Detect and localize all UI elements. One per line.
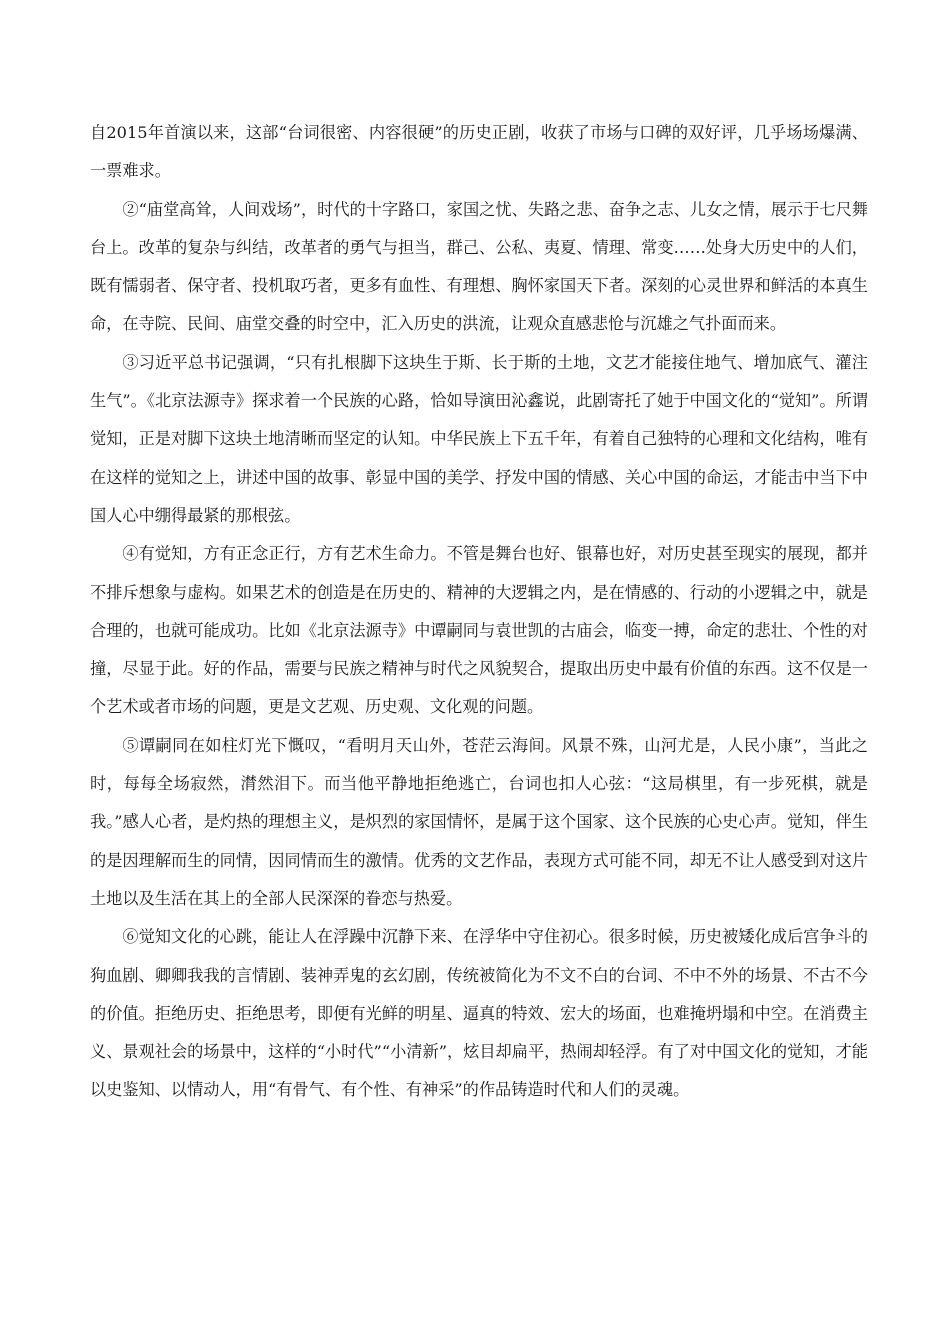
paragraph-6: ⑥觉知文化的心跳，能让人在浮躁中沉静下来、在浮华中守住初心。很多时候，历史被矮化成后宫争斗的狗血剧、卿卿我我的言情剧、装神弄鬼的玄幻剧，传统被简化为不文不白的台词、不中不外的场景、不古不今的价值。拒绝历史、拒绝思考，即便有光鲜的明星、逼真的特效、宏大的场面，也难掩坍塌和中空。在消费主义、景观社会的场景中，这样的“小时代”“小清新”，炫目却扁平，热闹却轻浮。有了对中国文化的觉知，才能以史鉴知、以情动人，用“有骨气、有个性、有神采”的作品铸造时代和人们的灵魂。 <box>90 927 868 1100</box>
paragraph-continuation: 自2015年首演以来，这部“台词很密、内容很硬”的历史正剧，收获了市场与口碑的双好评，几乎场场爆满、一票难求。 <box>90 123 868 181</box>
paragraph-4: ④有觉知，方有正念正行，方有艺术生命力。不管是舞台也好、银幕也好，对历史甚至现实的展现，都并不排斥想象与虚构。如果艺术的创造是在历史的、精神的大逻辑之内，是在情感的、行动的小逻辑之中，就是合理的，也就可能成功。比如《北京法源寺》中谭嗣同与袁世凯的古庙会，临变一搏，命定的悲壮、个性的对撞，尽显于此。好的作品，需要与民族之精神与时代之风貌契合，提取出历史中最有价值的东西。这不仅是一个艺术或者市场的问题，更是文艺观、历史观、文化观的问题。 <box>90 544 868 717</box>
paragraph-5: ⑤谭嗣同在如柱灯光下慨叹，“看明月天山外，苍茫云海间。风景不殊，山河尤是，人民小康”，当此之时，每每全场寂然，潸然泪下。而当他平静地拒绝逃亡，台词也扣人心弦：“这局棋里，有一步死棋，就是我。”感人心者，是灼热的理想主义，是炽烈的家国情怀，是属于这个国家、这个民族的心史心声。觉知，伴生的是因理解而生的同情，因同情而生的激情。优秀的文艺作品，表现方式可能不同，却无不让人感受到对这片土地以及生活在其上的全部人民深深的眷恋与热爱。 <box>90 735 869 908</box>
paragraph-3: ③习近平总书记强调，“只有扎根脚下这块生于斯、长于斯的土地，文艺才能接住地气、增加底气、灌注生气”。《北京法源寺》探求着一个民族的心路，恰如导演田沁鑫说，此剧寄托了她于中国文化的“觉知”。所谓觉知，正是对脚下这块土地清晰而坚定的认知。中华民族上下五千年，有着自己独特的心理和文化结构，唯有在这样的觉知之上，讲述中国的故事、彰显中国的美学、抒发中国的情感、关心中国的命运，才能击中当下中国人心中绷得最紧的那根弦。 <box>90 352 868 525</box>
paragraph-2: ②“庙堂高耸，人间戏场”，时代的十字路口，家国之忧、失路之悲、奋争之志、儿女之情，展示于七尺舞台上。改革的复杂与纠结，改革者的勇气与担当，群己、公私、夷夏、情理、常变……处身大历史中的人们，既有懦弱者、保守者、投机取巧者，更多有血性、有理想、胸怀家国天下者。深刻的心灵世界和鲜活的本真生命，在寺院、民间、庙堂交叠的时空中，汇入历史的洪流，让观众直感悲怆与沉雄之气扑面而来。 <box>90 199 868 334</box>
